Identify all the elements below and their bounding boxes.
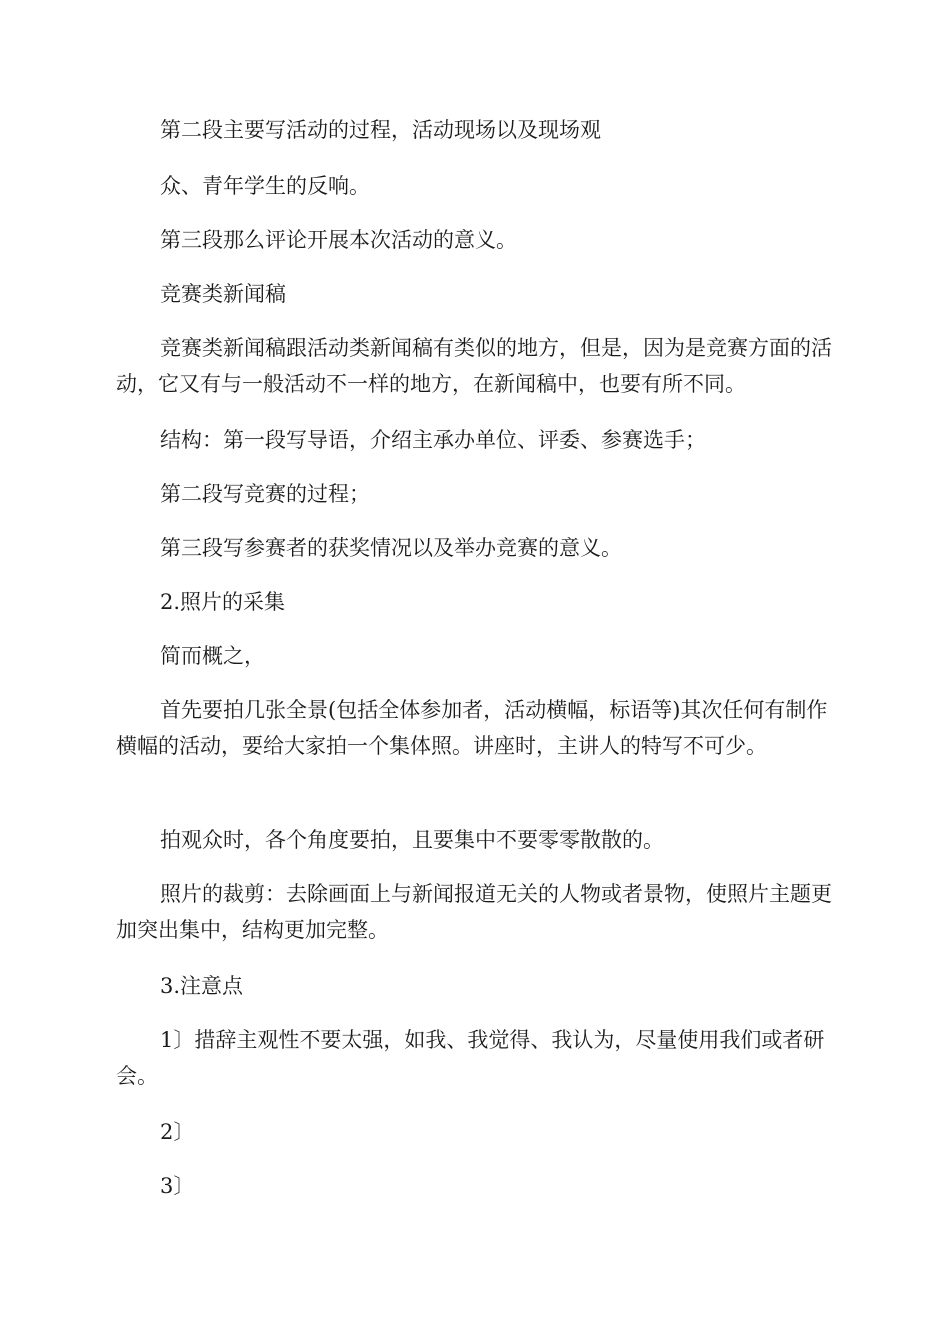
section-heading-photo-collection: 2.照片的采集 <box>160 590 286 614</box>
paragraph-audience-photos: 拍观众时，各个角度要拍，且要集中不要零零散散的。 <box>160 828 664 852</box>
section-heading-notes: 3.注意点 <box>160 974 244 998</box>
paragraph-photo-cropping: 照片的裁剪：去除画面上与新闻报道无关的人物或者景物，使照片主题更加突出集中，结构更加完整。 <box>116 882 832 942</box>
paragraph-structure-third: 第三段写参赛者的获奖情况以及举办竞赛的意义。 <box>160 536 622 560</box>
paragraph-panorama-photos: 首先要拍几张全景(包括全体参加者，活动横幅，标语等)其次任何有制作横幅的活动，要给大家拍一个集体照。讲座时，主讲人的特写不可少。 <box>116 698 828 758</box>
section-heading-competition-news: 竞赛类新闻稿 <box>160 282 286 306</box>
paragraph-note-2: 2〕 <box>160 1120 195 1144</box>
paragraph-structure-first: 结构：第一段写导语，介绍主承办单位、评委、参赛选手； <box>160 428 706 452</box>
paragraph-note-3: 3〕 <box>160 1174 195 1198</box>
paragraph-third-section-meaning: 第三段那么评论开展本次活动的意义。 <box>160 228 517 252</box>
paragraph-in-short: 简而概之， <box>160 644 265 668</box>
paragraph-structure-second: 第二段写竞赛的过程； <box>160 482 370 506</box>
paragraph-competition-news-intro: 竞赛类新闻稿跟活动类新闻稿有类似的地方，但是，因为是竞赛方面的活动，它又有与一般活动不一样的地方，在新闻稿中，也要有所不同。 <box>116 336 832 396</box>
paragraph-note-1: 1〕措辞主观性不要太强，如我、我觉得、我认为，尽量使用我们或者研会。 <box>116 1028 825 1088</box>
paragraph-activity-process: 第二段主要写活动的过程，活动现场以及现场观 <box>160 118 601 142</box>
paragraph-audience-response: 众、青年学生的反响。 <box>160 174 370 198</box>
